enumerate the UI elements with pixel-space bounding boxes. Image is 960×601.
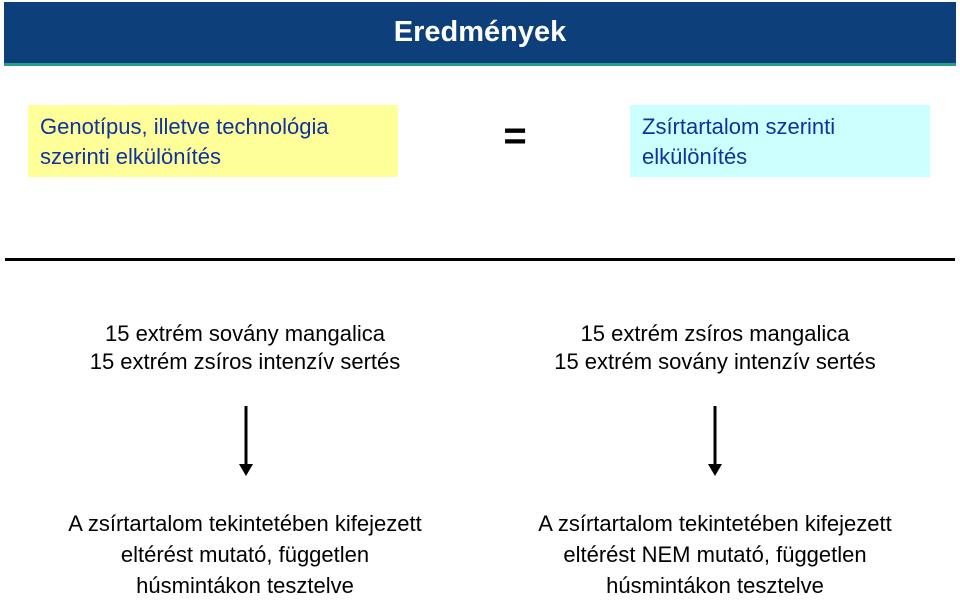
fat-box-line-1: Zsírtartalom szerinti bbox=[642, 114, 836, 139]
right-result-line-1: A zsírtartalom tekintetében kifejezett bbox=[538, 511, 892, 536]
divider-line bbox=[5, 258, 955, 261]
genotype-box-line-1: Genotípus, illetve technológia bbox=[40, 114, 329, 139]
left-result-line-3: húsmintákon tesztelve bbox=[136, 573, 354, 598]
right-result-line-3: húsmintákon tesztelve bbox=[606, 573, 824, 598]
header-bar bbox=[4, 2, 956, 66]
left-group-line-1: 15 extrém sovány mangalica bbox=[104, 321, 386, 346]
down-arrow-icon bbox=[707, 406, 723, 476]
right-group-line-2: 15 extrém sovány intenzív sertés bbox=[554, 349, 876, 374]
left-result-text bbox=[10, 508, 480, 601]
down-arrow-icon bbox=[238, 406, 254, 476]
equals-sign: = bbox=[503, 114, 527, 158]
fat-content-separation-box bbox=[630, 105, 930, 177]
right-group-line-1: 15 extrém zsíros mangalica bbox=[580, 321, 850, 346]
right-result-line-2: eltérést NEM mutató, független bbox=[563, 542, 867, 567]
left-result-line-1: A zsírtartalom tekintetében kifejezett bbox=[68, 511, 422, 536]
left-sample-group bbox=[20, 320, 470, 376]
right-sample-group bbox=[490, 320, 940, 376]
fat-box-line-2: elkülönítés bbox=[642, 144, 748, 169]
right-result-text bbox=[480, 508, 950, 601]
page-title: Eredmények bbox=[393, 16, 567, 48]
left-result-line-2: eltérést mutató, független bbox=[120, 542, 370, 567]
genotype-separation-box bbox=[28, 105, 398, 177]
genotype-box-line-2: szerinti elkülönítés bbox=[40, 144, 221, 169]
left-group-line-2: 15 extrém zsíros intenzív sertés bbox=[89, 349, 401, 374]
